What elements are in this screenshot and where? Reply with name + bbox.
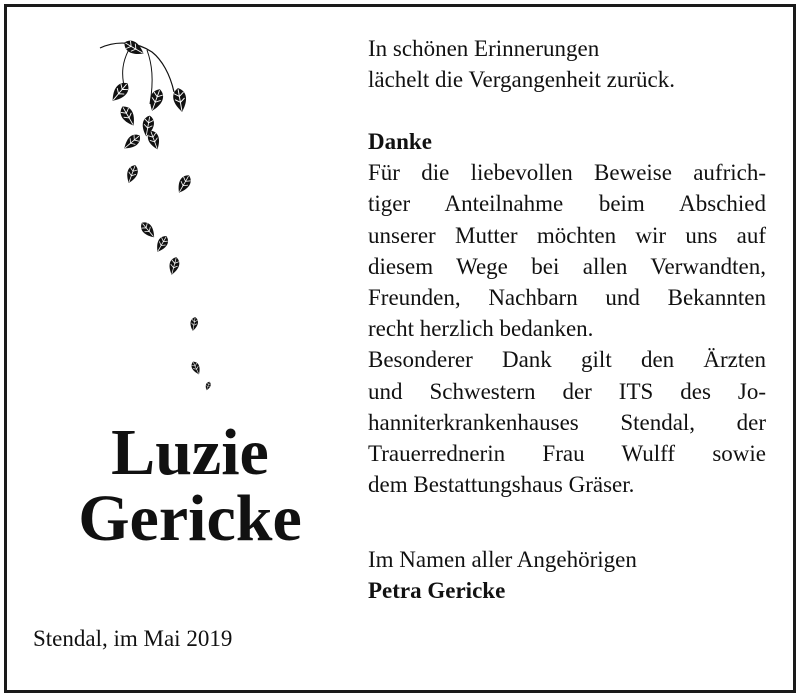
thanks-block [368,126,766,500]
deceased-last-name: Gericke [78,482,302,555]
thanks-line: Besonderer Dank gilt den Ärzten [368,347,766,373]
thanks-heading: Danke [368,129,432,154]
thanks-line: und Schwestern der ITS des Jo- [368,378,766,404]
intro-quote [368,33,766,95]
falling-leaves-illustration [92,34,222,394]
thanks-line: hanniterkrankenhauses Stendal, der [368,409,766,435]
signature-block [368,544,766,606]
place-date: Stendal, im Mai 2019 [33,626,233,651]
thanks-line: recht herzlich bedanken. [368,316,594,342]
signature-name: Petra Gericke [368,578,506,604]
intro-line: In schönen Erinnerungen [368,36,600,61]
thanks-line: Für die liebevollen Beweise aufrich- [368,160,766,186]
thanks-line: tiger Anteilnahme beim Abschied [368,191,766,217]
thanks-line: dem Bestattungshaus Gräser. [368,472,635,498]
signature-line: Im Namen aller Angehörigen [368,547,637,572]
thanks-line: Trauerrednerin Frau Wulff sowie [368,441,766,467]
thanks-line: Freunden, Nachbarn und Bekannten [368,285,766,311]
thanks-line: unserer Mutter möchten wir uns auf [368,222,766,248]
thanks-line: diesem Wege bei allen Verwandten, [368,253,766,279]
deceased-first-name: Luzie [111,416,269,489]
intro-line: lächelt die Vergangenheit zurück. [368,67,675,93]
